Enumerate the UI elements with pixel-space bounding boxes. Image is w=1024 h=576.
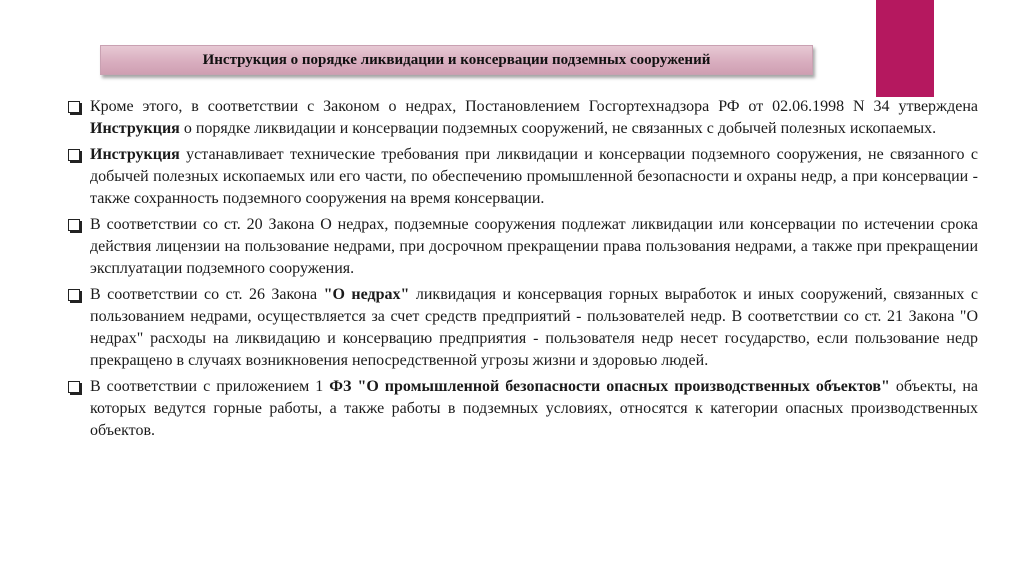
bullet-paragraph-1 [66, 96, 978, 140]
slide-title: Инструкция о порядке ликвидации и консервации подземных сооружений [202, 51, 711, 68]
bullet-paragraph-4 [66, 284, 978, 372]
paragraph-text: В соответствии со ст. 20 Закона О недрах, подземные сооружения подлежат ликвидации или консервации по истечении срока действия лицензии на пользование недрами, при досрочном прекращении права пользования недрами, а также при прекращении эксплуатации подземного сооружения. [90, 216, 978, 277]
accent-block [876, 0, 934, 97]
checkbox-bullet-icon [68, 289, 80, 301]
slide-title-box [100, 45, 813, 75]
paragraph-bold-text: Инструкция [90, 120, 180, 137]
paragraph-text: о порядке ликвидации и консервации подземных сооружений, не связанных с добычей полезных ископаемых. [179, 120, 937, 137]
paragraph-text: В соответствии с приложением 1 [90, 378, 330, 395]
paragraph-text: устанавливает технические требования при ликвидации и консервации подземного сооружения, не связанного с добычей полезных ископаемых или его части, по обеспечению промышленной безопасности и охраны недр, а при консервации - также сохранность подземного сооружения на время консервации. [90, 146, 978, 207]
bullet-paragraph-5 [66, 376, 978, 442]
checkbox-bullet-icon [68, 101, 80, 113]
slide-content [66, 96, 978, 446]
paragraph-bold-text: Инструкция [90, 146, 180, 163]
checkbox-bullet-icon [68, 219, 80, 231]
paragraph-text: В соответствии со ст. 26 Закона [90, 286, 324, 303]
paragraph-text: Кроме этого, в соответствии с Законом о недрах, Постановлением Госгортехнадзора РФ от 02.06.1998 N 34 утверждена [90, 98, 978, 115]
checkbox-bullet-icon [68, 149, 80, 161]
paragraph-text: ликвидация и консервация горных выработок и иных сооружений, связанных с пользованием недрами, осуществляется за счет средств предприятий - пользователей недр. В соответствии со ст. 21 Закона "О недрах" расходы на ликвидацию и консервацию предприятия - пользователя недр несет государство, если пользование недр прекращено в случаях возникновения непосредственной угрозы жизни и здоровью людей. [90, 286, 978, 369]
bullet-paragraph-2 [66, 144, 978, 210]
checkbox-bullet-icon [68, 381, 80, 393]
bullet-paragraph-3 [66, 214, 978, 280]
paragraph-text: объекты, на которых ведутся горные работы, а также работы в подземных условиях, относятся к категории опасных производственных объектов. [90, 378, 979, 439]
paragraph-bold-text: ФЗ "О промышленной безопасности опасных производственных объектов" [329, 378, 890, 395]
paragraph-bold-text: "О недрах" [323, 286, 410, 303]
